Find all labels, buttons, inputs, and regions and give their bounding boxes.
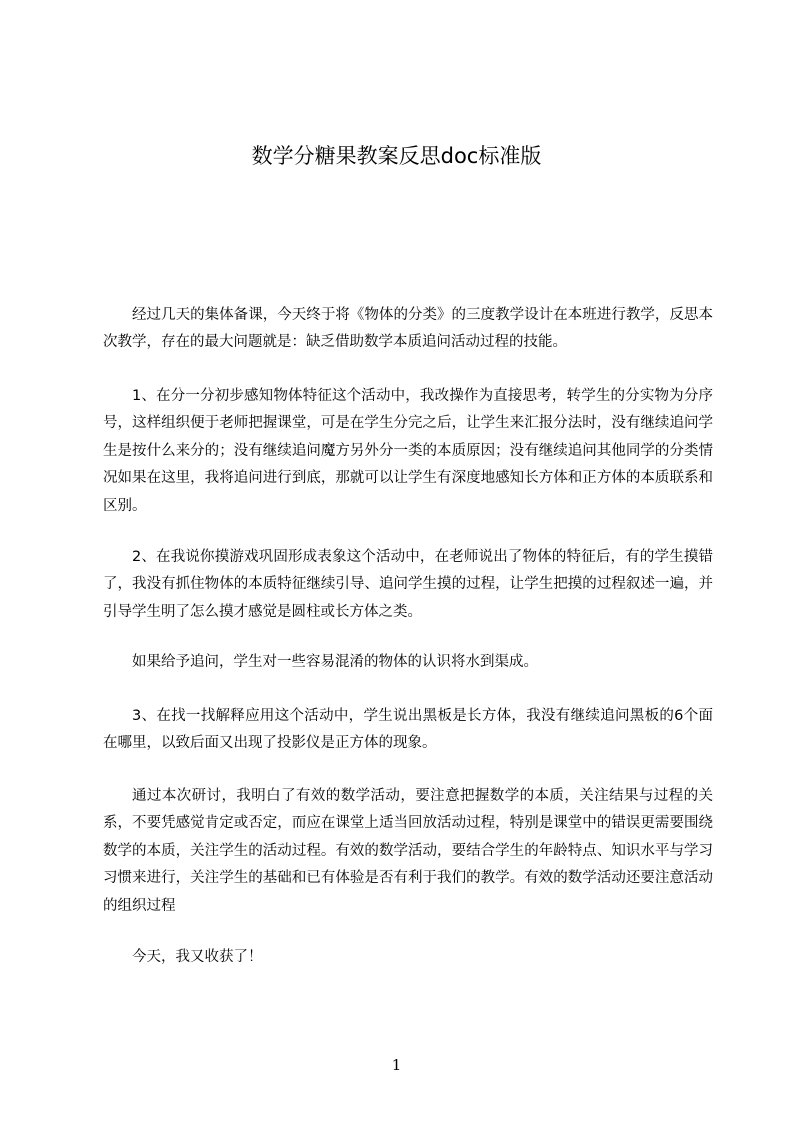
paragraph-closing: 今天，我又收获了！ <box>132 948 263 965</box>
paragraph-point-2-followup: 如果给予追问，学生对一些容易混淆的物体的认识将水到渠成。 <box>132 653 538 670</box>
page-number: 1 <box>391 1056 402 1074</box>
document-title: 数学分糖果教案反思doc标准版 <box>251 144 542 168</box>
paragraph-point-3: 3、在找一找解释应用这个活动中，学生说出黑板是长方体，我没有继续追问黑板的6个面在哪里，以致后面又出现了投影仪是正方体的现象。 <box>103 707 713 751</box>
paragraph-point-1: 1、在分一分初步感知物体特征这个活动中，我改操作为直接思考，转学生的分实物为分序号，这样组织便于老师把握课堂，可是在学生分完之后，让学生来汇报分法时，没有继续追问学生是按什么来分的；没有继续追问魔方另外分一类的本质原因；没有继续追问其他同学的分类情况如果在这里，我将追问进行到底，那就可以让学生有深度地感知长方体和正方体的本质联系和区别。 <box>103 387 713 514</box>
paragraph-reflection: 通过本次研讨，我明白了有效的数学活动，要注意把握数学的本质，关注结果与过程的关系，不要凭感觉肯定或否定，而应在课堂上适当回放活动过程，特别是课堂中的错误更需要围绕数学的本质，关注学生的活动过程。有效的数学活动，要结合学生的年龄特点、知识水平与学习习惯来进行，关注学生的基础和已有体验是否有利于我们的教学。有效的数学活动还要注意活动的组织过程 <box>103 787 713 914</box>
paragraph-point-2: 2、在我说你摸游戏巩固形成表象这个活动中，在老师说出了物体的特征后，有的学生摸错了，我没有抓住物体的本质特征继续引导、追问学生摸的过程，让学生把摸的过程叙述一遍，并引导学生明了怎么摸才感觉是圆柱或长方体之类。 <box>103 548 713 620</box>
paragraph-intro: 经过几天的集体备课，今天终于将《物体的分类》的三度教学设计在本班进行教学，反思本次教学，存在的最大问题就是：缺乏借助数学本质追问活动过程的技能。 <box>103 306 713 350</box>
